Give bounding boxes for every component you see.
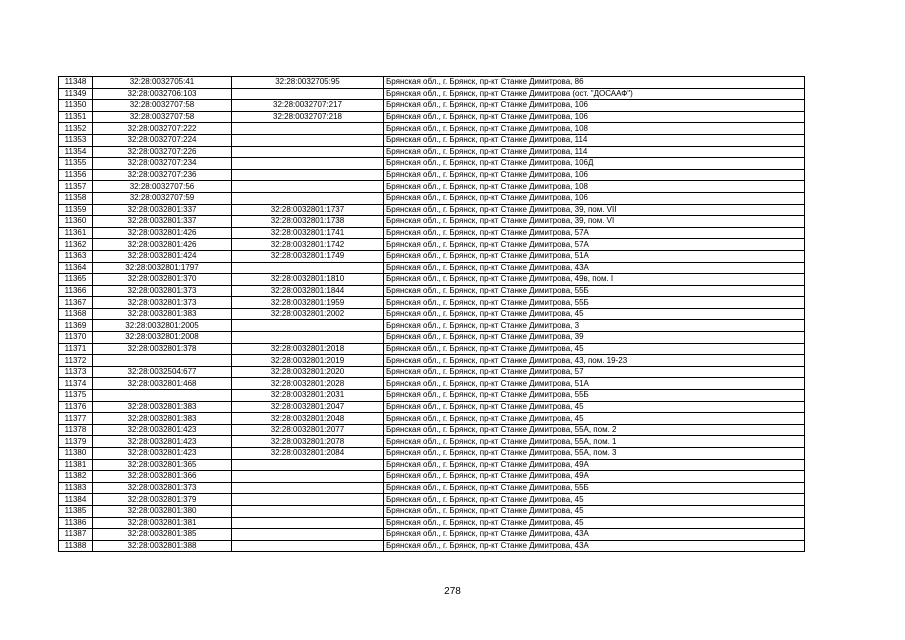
table-row: [59, 239, 805, 251]
row-number-cell: 11378: [59, 424, 93, 436]
cadastral-number-cell: 32:28:0032706:103: [93, 88, 232, 100]
premises-cadastral-number-cell: 32:28:0032801:1742: [232, 239, 384, 251]
table-row: [59, 448, 805, 460]
address-cell: Брянская обл., г. Брянск, пр-кт Станке Димитрова, 57: [384, 366, 805, 378]
address-cell: Брянская обл., г. Брянск, пр-кт Станке Димитрова, 45: [384, 494, 805, 506]
row-number-cell: 11381: [59, 459, 93, 471]
row-number-cell: 11375: [59, 390, 93, 402]
address-cell: Брянская обл., г. Брянск, пр-кт Станке Димитрова, 55Б: [384, 482, 805, 494]
address-cell: Брянская обл., г. Брянск, пр-кт Станке Димитрова, 106Д: [384, 158, 805, 170]
row-number-cell: 11359: [59, 204, 93, 216]
row-number-cell: 11360: [59, 216, 93, 228]
table-row: [59, 204, 805, 216]
premises-cadastral-number-cell: [232, 459, 384, 471]
table-row: [59, 424, 805, 436]
premises-cadastral-number-cell: [232, 505, 384, 517]
cadastral-number-cell: [93, 390, 232, 402]
table-row: [59, 169, 805, 181]
cadastral-number-cell: 32:28:0032801:385: [93, 529, 232, 541]
address-cell: Брянская обл., г. Брянск, пр-кт Станке Димитрова, 55Б: [384, 297, 805, 309]
table-row: [59, 332, 805, 344]
row-number-cell: 11361: [59, 227, 93, 239]
premises-cadastral-number-cell: [232, 517, 384, 529]
table-row: [59, 529, 805, 541]
premises-cadastral-number-cell: [232, 482, 384, 494]
premises-cadastral-number-cell: 32:28:0032801:1749: [232, 250, 384, 262]
address-cell: Брянская обл., г. Брянск, пр-кт Станке Димитрова, 3: [384, 320, 805, 332]
premises-cadastral-number-cell: 32:28:0032801:2077: [232, 424, 384, 436]
cadastral-number-cell: 32:28:0032707:226: [93, 146, 232, 158]
row-number-cell: 11382: [59, 471, 93, 483]
row-number-cell: 11369: [59, 320, 93, 332]
cadastral-number-cell: 32:28:0032801:423: [93, 448, 232, 460]
cadastral-number-cell: 32:28:0032801:424: [93, 250, 232, 262]
row-number-cell: 11380: [59, 448, 93, 460]
address-cell: Брянская обл., г. Брянск, пр-кт Станке Димитрова, 45: [384, 401, 805, 413]
premises-cadastral-number-cell: 32:28:0032801:2019: [232, 355, 384, 367]
cadastral-number-cell: 32:28:0032801:378: [93, 343, 232, 355]
table-row: [59, 471, 805, 483]
address-cell: Брянская обл., г. Брянск, пр-кт Станке Димитрова, 43А: [384, 262, 805, 274]
row-number-cell: 11372: [59, 355, 93, 367]
row-number-cell: 11385: [59, 505, 93, 517]
cadastral-number-cell: 32:28:0032801:383: [93, 401, 232, 413]
row-number-cell: 11354: [59, 146, 93, 158]
cadastral-number-cell: 32:28:0032707:224: [93, 134, 232, 146]
table-row: [59, 482, 805, 494]
table-row: [59, 378, 805, 390]
table-row: [59, 88, 805, 100]
premises-cadastral-number-cell: 32:28:0032801:2028: [232, 378, 384, 390]
table-row: [59, 366, 805, 378]
cadastral-number-cell: 32:28:0032707:58: [93, 111, 232, 123]
row-number-cell: 11364: [59, 262, 93, 274]
row-number-cell: 11356: [59, 169, 93, 181]
address-cell: Брянская обл., г. Брянск, пр-кт Станке Димитрова, 45: [384, 517, 805, 529]
premises-cadastral-number-cell: 32:28:0032705:95: [232, 77, 384, 89]
registry-table: [58, 76, 805, 552]
address-cell: Брянская обл., г. Брянск, пр-кт Станке Димитрова, 106: [384, 100, 805, 112]
premises-cadastral-number-cell: 32:28:0032801:2078: [232, 436, 384, 448]
table-row: [59, 540, 805, 552]
page-number: 278: [444, 586, 461, 597]
address-cell: Брянская обл., г. Брянск, пр-кт Станке Димитрова, 55А, пом. 1: [384, 436, 805, 448]
address-cell: Брянская обл., г. Брянск, пр-кт Станке Димитрова (ост. "ДОСААФ"): [384, 88, 805, 100]
table-row: [59, 297, 805, 309]
table-row: [59, 262, 805, 274]
table-row: [59, 285, 805, 297]
table-row: [59, 505, 805, 517]
row-number-cell: 11367: [59, 297, 93, 309]
address-cell: Брянская обл., г. Брянск, пр-кт Станке Димитрова, 39, пом. VII: [384, 204, 805, 216]
row-number-cell: 11353: [59, 134, 93, 146]
cadastral-number-cell: 32:28:0032801:379: [93, 494, 232, 506]
table-row: [59, 413, 805, 425]
premises-cadastral-number-cell: [232, 88, 384, 100]
row-number-cell: 11386: [59, 517, 93, 529]
premises-cadastral-number-cell: [232, 529, 384, 541]
row-number-cell: 11383: [59, 482, 93, 494]
table-row: [59, 227, 805, 239]
premises-cadastral-number-cell: 32:28:0032801:1810: [232, 274, 384, 286]
premises-cadastral-number-cell: 32:28:0032707:218: [232, 111, 384, 123]
table-row: [59, 355, 805, 367]
premises-cadastral-number-cell: [232, 494, 384, 506]
premises-cadastral-number-cell: [232, 540, 384, 552]
row-number-cell: 11384: [59, 494, 93, 506]
row-number-cell: 11387: [59, 529, 93, 541]
premises-cadastral-number-cell: [232, 123, 384, 135]
address-cell: Брянская обл., г. Брянск, пр-кт Станке Димитрова, 57А: [384, 227, 805, 239]
cadastral-number-cell: 32:28:0032801:383: [93, 413, 232, 425]
premises-cadastral-number-cell: [232, 192, 384, 204]
premises-cadastral-number-cell: 32:28:0032801:2002: [232, 308, 384, 320]
address-cell: Брянская обл., г. Брянск, пр-кт Станке Димитрова, 43А: [384, 540, 805, 552]
cadastral-number-cell: 32:28:0032801:426: [93, 239, 232, 251]
address-cell: Брянская обл., г. Брянск, пр-кт Станке Димитрова, 51А: [384, 378, 805, 390]
row-number-cell: 11350: [59, 100, 93, 112]
table-row: [59, 100, 805, 112]
row-number-cell: 11371: [59, 343, 93, 355]
table-row: [59, 494, 805, 506]
premises-cadastral-number-cell: [232, 262, 384, 274]
cadastral-number-cell: 32:28:0032801:380: [93, 505, 232, 517]
table-row: [59, 111, 805, 123]
cadastral-number-cell: 32:28:0032801:388: [93, 540, 232, 552]
address-cell: Брянская обл., г. Брянск, пр-кт Станке Димитрова, 55Б: [384, 390, 805, 402]
address-cell: Брянская обл., г. Брянск, пр-кт Станке Димитрова, 114: [384, 146, 805, 158]
premises-cadastral-number-cell: 32:28:0032707:217: [232, 100, 384, 112]
row-number-cell: 11366: [59, 285, 93, 297]
address-cell: Брянская обл., г. Брянск, пр-кт Станке Димитрова, 106: [384, 111, 805, 123]
row-number-cell: 11348: [59, 77, 93, 89]
premises-cadastral-number-cell: 32:28:0032801:1737: [232, 204, 384, 216]
premises-cadastral-number-cell: 32:28:0032801:2047: [232, 401, 384, 413]
table-row: [59, 216, 805, 228]
table-row: [59, 192, 805, 204]
premises-cadastral-number-cell: [232, 181, 384, 193]
table-row: [59, 134, 805, 146]
cadastral-number-cell: 32:28:0032705:41: [93, 77, 232, 89]
cadastral-number-cell: 32:28:0032707:56: [93, 181, 232, 193]
row-number-cell: 11377: [59, 413, 93, 425]
cadastral-number-cell: 32:28:0032801:370: [93, 274, 232, 286]
cadastral-number-cell: 32:28:0032801:366: [93, 471, 232, 483]
address-cell: Брянская обл., г. Брянск, пр-кт Станке Димитрова, 43, пом. 19-23: [384, 355, 805, 367]
address-cell: Брянская обл., г. Брянск, пр-кт Станке Димитрова, 39: [384, 332, 805, 344]
cadastral-number-cell: 32:28:0032707:236: [93, 169, 232, 181]
row-number-cell: 11352: [59, 123, 93, 135]
address-cell: Брянская обл., г. Брянск, пр-кт Станке Димитрова, 108: [384, 181, 805, 193]
premises-cadastral-number-cell: [232, 146, 384, 158]
premises-cadastral-number-cell: [232, 471, 384, 483]
table-row: [59, 459, 805, 471]
table-row: [59, 158, 805, 170]
row-number-cell: 11373: [59, 366, 93, 378]
cadastral-number-cell: 32:28:0032801:373: [93, 482, 232, 494]
row-number-cell: 11351: [59, 111, 93, 123]
table-row: [59, 401, 805, 413]
address-cell: Брянская обл., г. Брянск, пр-кт Станке Димитрова, 39, пом. VI: [384, 216, 805, 228]
row-number-cell: 11388: [59, 540, 93, 552]
premises-cadastral-number-cell: 32:28:0032801:2031: [232, 390, 384, 402]
premises-cadastral-number-cell: 32:28:0032801:1959: [232, 297, 384, 309]
address-cell: Брянская обл., г. Брянск, пр-кт Станке Димитрова, 55Б: [384, 285, 805, 297]
address-cell: Брянская обл., г. Брянск, пр-кт Станке Димитрова, 108: [384, 123, 805, 135]
table-row: [59, 390, 805, 402]
premises-cadastral-number-cell: 32:28:0032801:2018: [232, 343, 384, 355]
address-cell: Брянская обл., г. Брянск, пр-кт Станке Димитрова, 43А: [384, 529, 805, 541]
row-number-cell: 11379: [59, 436, 93, 448]
cadastral-number-cell: 32:28:0032801:2005: [93, 320, 232, 332]
cadastral-number-cell: 32:28:0032801:1797: [93, 262, 232, 274]
cadastral-number-cell: 32:28:0032801:468: [93, 378, 232, 390]
premises-cadastral-number-cell: 32:28:0032801:2084: [232, 448, 384, 460]
cadastral-number-cell: 32:28:0032801:423: [93, 424, 232, 436]
address-cell: Брянская обл., г. Брянск, пр-кт Станке Димитрова, 114: [384, 134, 805, 146]
row-number-cell: 11365: [59, 274, 93, 286]
cadastral-number-cell: 32:28:0032801:373: [93, 297, 232, 309]
cadastral-number-cell: 32:28:0032707:222: [93, 123, 232, 135]
cadastral-number-cell: 32:28:0032504:677: [93, 366, 232, 378]
address-cell: Брянская обл., г. Брянск, пр-кт Станке Димитрова, 57А: [384, 239, 805, 251]
table-row: [59, 308, 805, 320]
row-number-cell: 11374: [59, 378, 93, 390]
premises-cadastral-number-cell: [232, 320, 384, 332]
row-number-cell: 11355: [59, 158, 93, 170]
premises-cadastral-number-cell: 32:28:0032801:2048: [232, 413, 384, 425]
cadastral-number-cell: 32:28:0032801:381: [93, 517, 232, 529]
row-number-cell: 11358: [59, 192, 93, 204]
address-cell: Брянская обл., г. Брянск, пр-кт Станке Димитрова, 45: [384, 343, 805, 355]
cadastral-number-cell: 32:28:0032707:234: [93, 158, 232, 170]
address-cell: Брянская обл., г. Брянск, пр-кт Станке Димитрова, 45: [384, 413, 805, 425]
address-cell: Брянская обл., г. Брянск, пр-кт Станке Димитрова, 106: [384, 192, 805, 204]
address-cell: Брянская обл., г. Брянск, пр-кт Станке Димитрова, 86: [384, 77, 805, 89]
table-row: [59, 181, 805, 193]
address-cell: Брянская обл., г. Брянск, пр-кт Станке Димитрова, 55А, пом. 2: [384, 424, 805, 436]
cadastral-number-cell: 32:28:0032801:365: [93, 459, 232, 471]
table-row: [59, 146, 805, 158]
row-number-cell: 11376: [59, 401, 93, 413]
premises-cadastral-number-cell: 32:28:0032801:2020: [232, 366, 384, 378]
table-row: [59, 320, 805, 332]
premises-cadastral-number-cell: 32:28:0032801:1738: [232, 216, 384, 228]
cadastral-number-cell: 32:28:0032801:337: [93, 216, 232, 228]
address-cell: Брянская обл., г. Брянск, пр-кт Станке Димитрова, 55А, пом. 3: [384, 448, 805, 460]
cadastral-number-cell: 32:28:0032707:58: [93, 100, 232, 112]
address-cell: Брянская обл., г. Брянск, пр-кт Станке Димитрова, 49А: [384, 459, 805, 471]
address-cell: Брянская обл., г. Брянск, пр-кт Станке Димитрова, 45: [384, 505, 805, 517]
table-row: [59, 250, 805, 262]
cadastral-number-cell: [93, 355, 232, 367]
address-cell: Брянская обл., г. Брянск, пр-кт Станке Димитрова, 51А: [384, 250, 805, 262]
row-number-cell: 11349: [59, 88, 93, 100]
table-row: [59, 123, 805, 135]
row-number-cell: 11362: [59, 239, 93, 251]
cadastral-number-cell: 32:28:0032801:423: [93, 436, 232, 448]
cadastral-number-cell: 32:28:0032801:373: [93, 285, 232, 297]
premises-cadastral-number-cell: 32:28:0032801:1844: [232, 285, 384, 297]
address-cell: Брянская обл., г. Брянск, пр-кт Станке Димитрова, 45: [384, 308, 805, 320]
address-cell: Брянская обл., г. Брянск, пр-кт Станке Димитрова, 49А: [384, 471, 805, 483]
address-cell: Брянская обл., г. Брянск, пр-кт Станке Димитрова, 49в, пом. I: [384, 274, 805, 286]
premises-cadastral-number-cell: [232, 332, 384, 344]
cadastral-number-cell: 32:28:0032801:383: [93, 308, 232, 320]
table-row: [59, 274, 805, 286]
premises-cadastral-number-cell: [232, 169, 384, 181]
registry-table-body: [59, 77, 805, 552]
row-number-cell: 11368: [59, 308, 93, 320]
table-row: [59, 436, 805, 448]
table-row: [59, 517, 805, 529]
premises-cadastral-number-cell: 32:28:0032801:1741: [232, 227, 384, 239]
address-cell: Брянская обл., г. Брянск, пр-кт Станке Димитрова, 106: [384, 169, 805, 181]
cadastral-number-cell: 32:28:0032801:426: [93, 227, 232, 239]
cadastral-number-cell: 32:28:0032707:59: [93, 192, 232, 204]
premises-cadastral-number-cell: [232, 158, 384, 170]
row-number-cell: 11370: [59, 332, 93, 344]
cadastral-number-cell: 32:28:0032801:337: [93, 204, 232, 216]
cadastral-number-cell: 32:28:0032801:2008: [93, 332, 232, 344]
row-number-cell: 11363: [59, 250, 93, 262]
table-row: [59, 343, 805, 355]
table-row: [59, 77, 805, 89]
premises-cadastral-number-cell: [232, 134, 384, 146]
row-number-cell: 11357: [59, 181, 93, 193]
